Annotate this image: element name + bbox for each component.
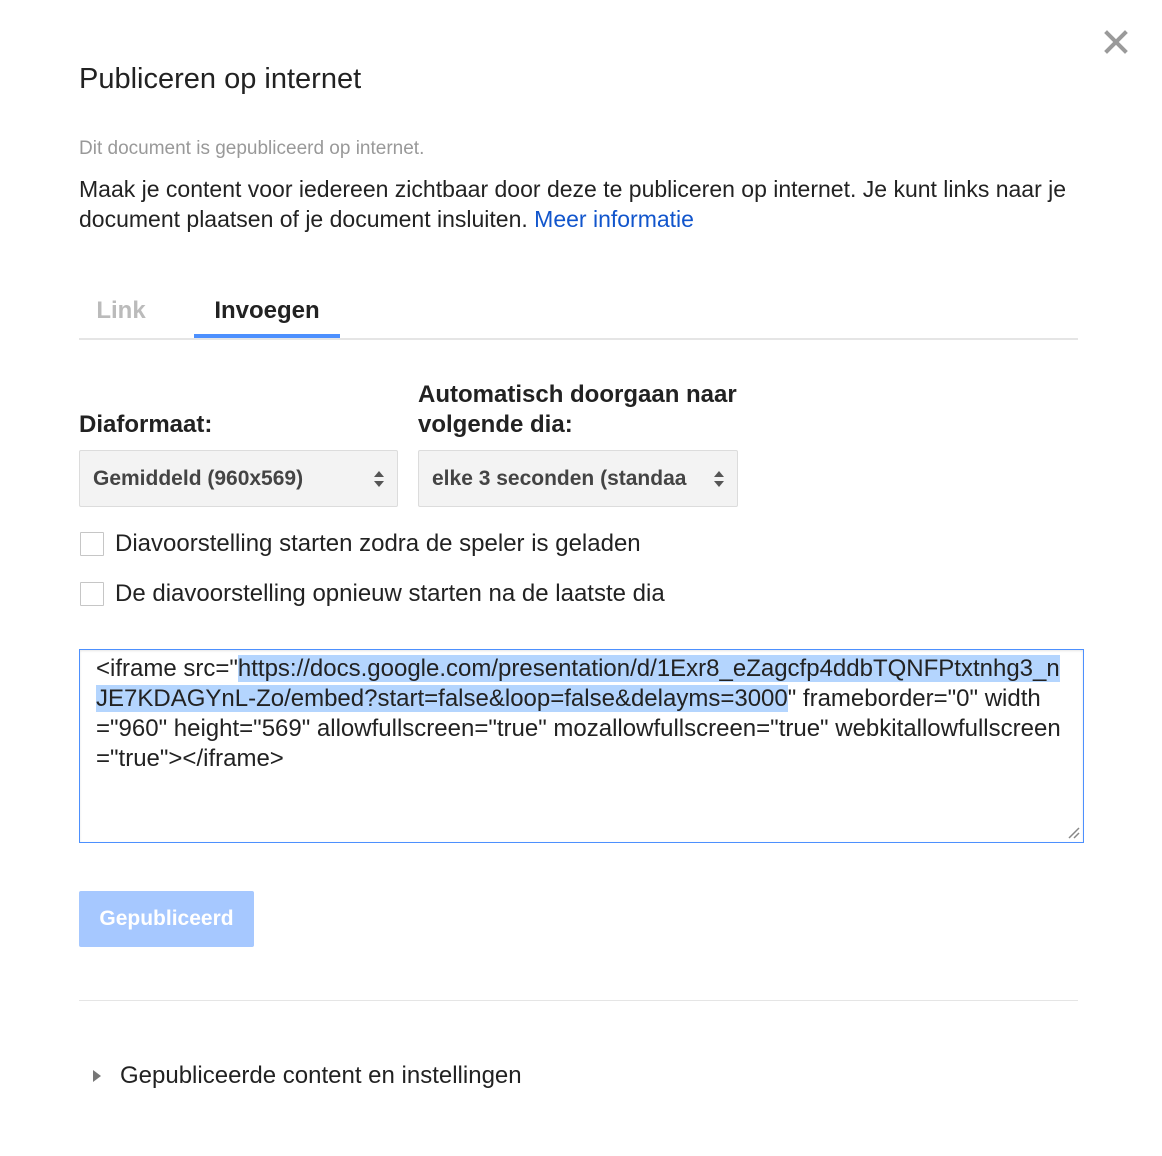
embed-code-prefix: <iframe src=" — [96, 655, 238, 682]
close-icon[interactable] — [1102, 28, 1130, 56]
slide-size-value: Gemiddeld (960x569) — [93, 467, 304, 490]
triangle-right-icon — [92, 1069, 102, 1083]
tab-link[interactable]: Link — [96, 297, 146, 324]
publish-status-text: Dit document is gepubliceerd op internet. — [79, 138, 425, 159]
dialog-description — [79, 174, 1079, 234]
select-arrows-icon — [711, 468, 727, 490]
restart-after-last-checkbox[interactable] — [80, 582, 104, 606]
embed-code-textarea[interactable] — [79, 649, 1084, 843]
published-content-settings-label: Gepubliceerde content en instellingen — [120, 1062, 522, 1089]
published-button[interactable]: Gepubliceerd — [79, 891, 254, 947]
description-text: Maak je content voor iedereen zichtbaar door deze te publiceren op internet. Je kunt links naar je document plaatsen of je document insluiten. — [79, 176, 1067, 232]
auto-advance-value: elke 3 seconden (standaa — [432, 467, 687, 490]
embed-code-suffix: " frameborder="0" width="960" height="569" allowfullscreen="true" mozallowfullscreen="true" webkitallowfullscreen="true"></iframe> — [96, 685, 1061, 772]
select-arrows-icon — [371, 468, 387, 490]
start-on-load-checkbox[interactable] — [80, 532, 104, 556]
slide-size-label: Diaformaat: — [79, 411, 213, 438]
restart-after-last-label: De diavoorstelling opnieuw starten na de laatste dia — [115, 580, 665, 607]
resize-handle-icon[interactable] — [1066, 825, 1080, 839]
dialog-title: Publiceren op internet — [79, 63, 362, 95]
embed-code-selected-url: https://docs.google.com/presentation/d/1Exr8_eZagcfp4ddbTQNFPtxtnhg3_nJE7KDAGYnL-Zo/embed?start=false&loop=false&delayms=3000 — [96, 655, 1060, 712]
more-info-link[interactable]: Meer informatie — [534, 206, 694, 232]
auto-advance-select[interactable] — [418, 450, 738, 507]
start-on-load-label: Diavoorstelling starten zodra de speler is geladen — [115, 530, 641, 557]
slide-size-select[interactable] — [79, 450, 398, 507]
auto-advance-label: Automatisch doorgaan naar volgende dia: — [418, 381, 737, 438]
tab-embed[interactable]: Invoegen — [194, 294, 340, 338]
tabs-divider — [79, 338, 1078, 340]
footer-divider — [79, 1000, 1078, 1001]
